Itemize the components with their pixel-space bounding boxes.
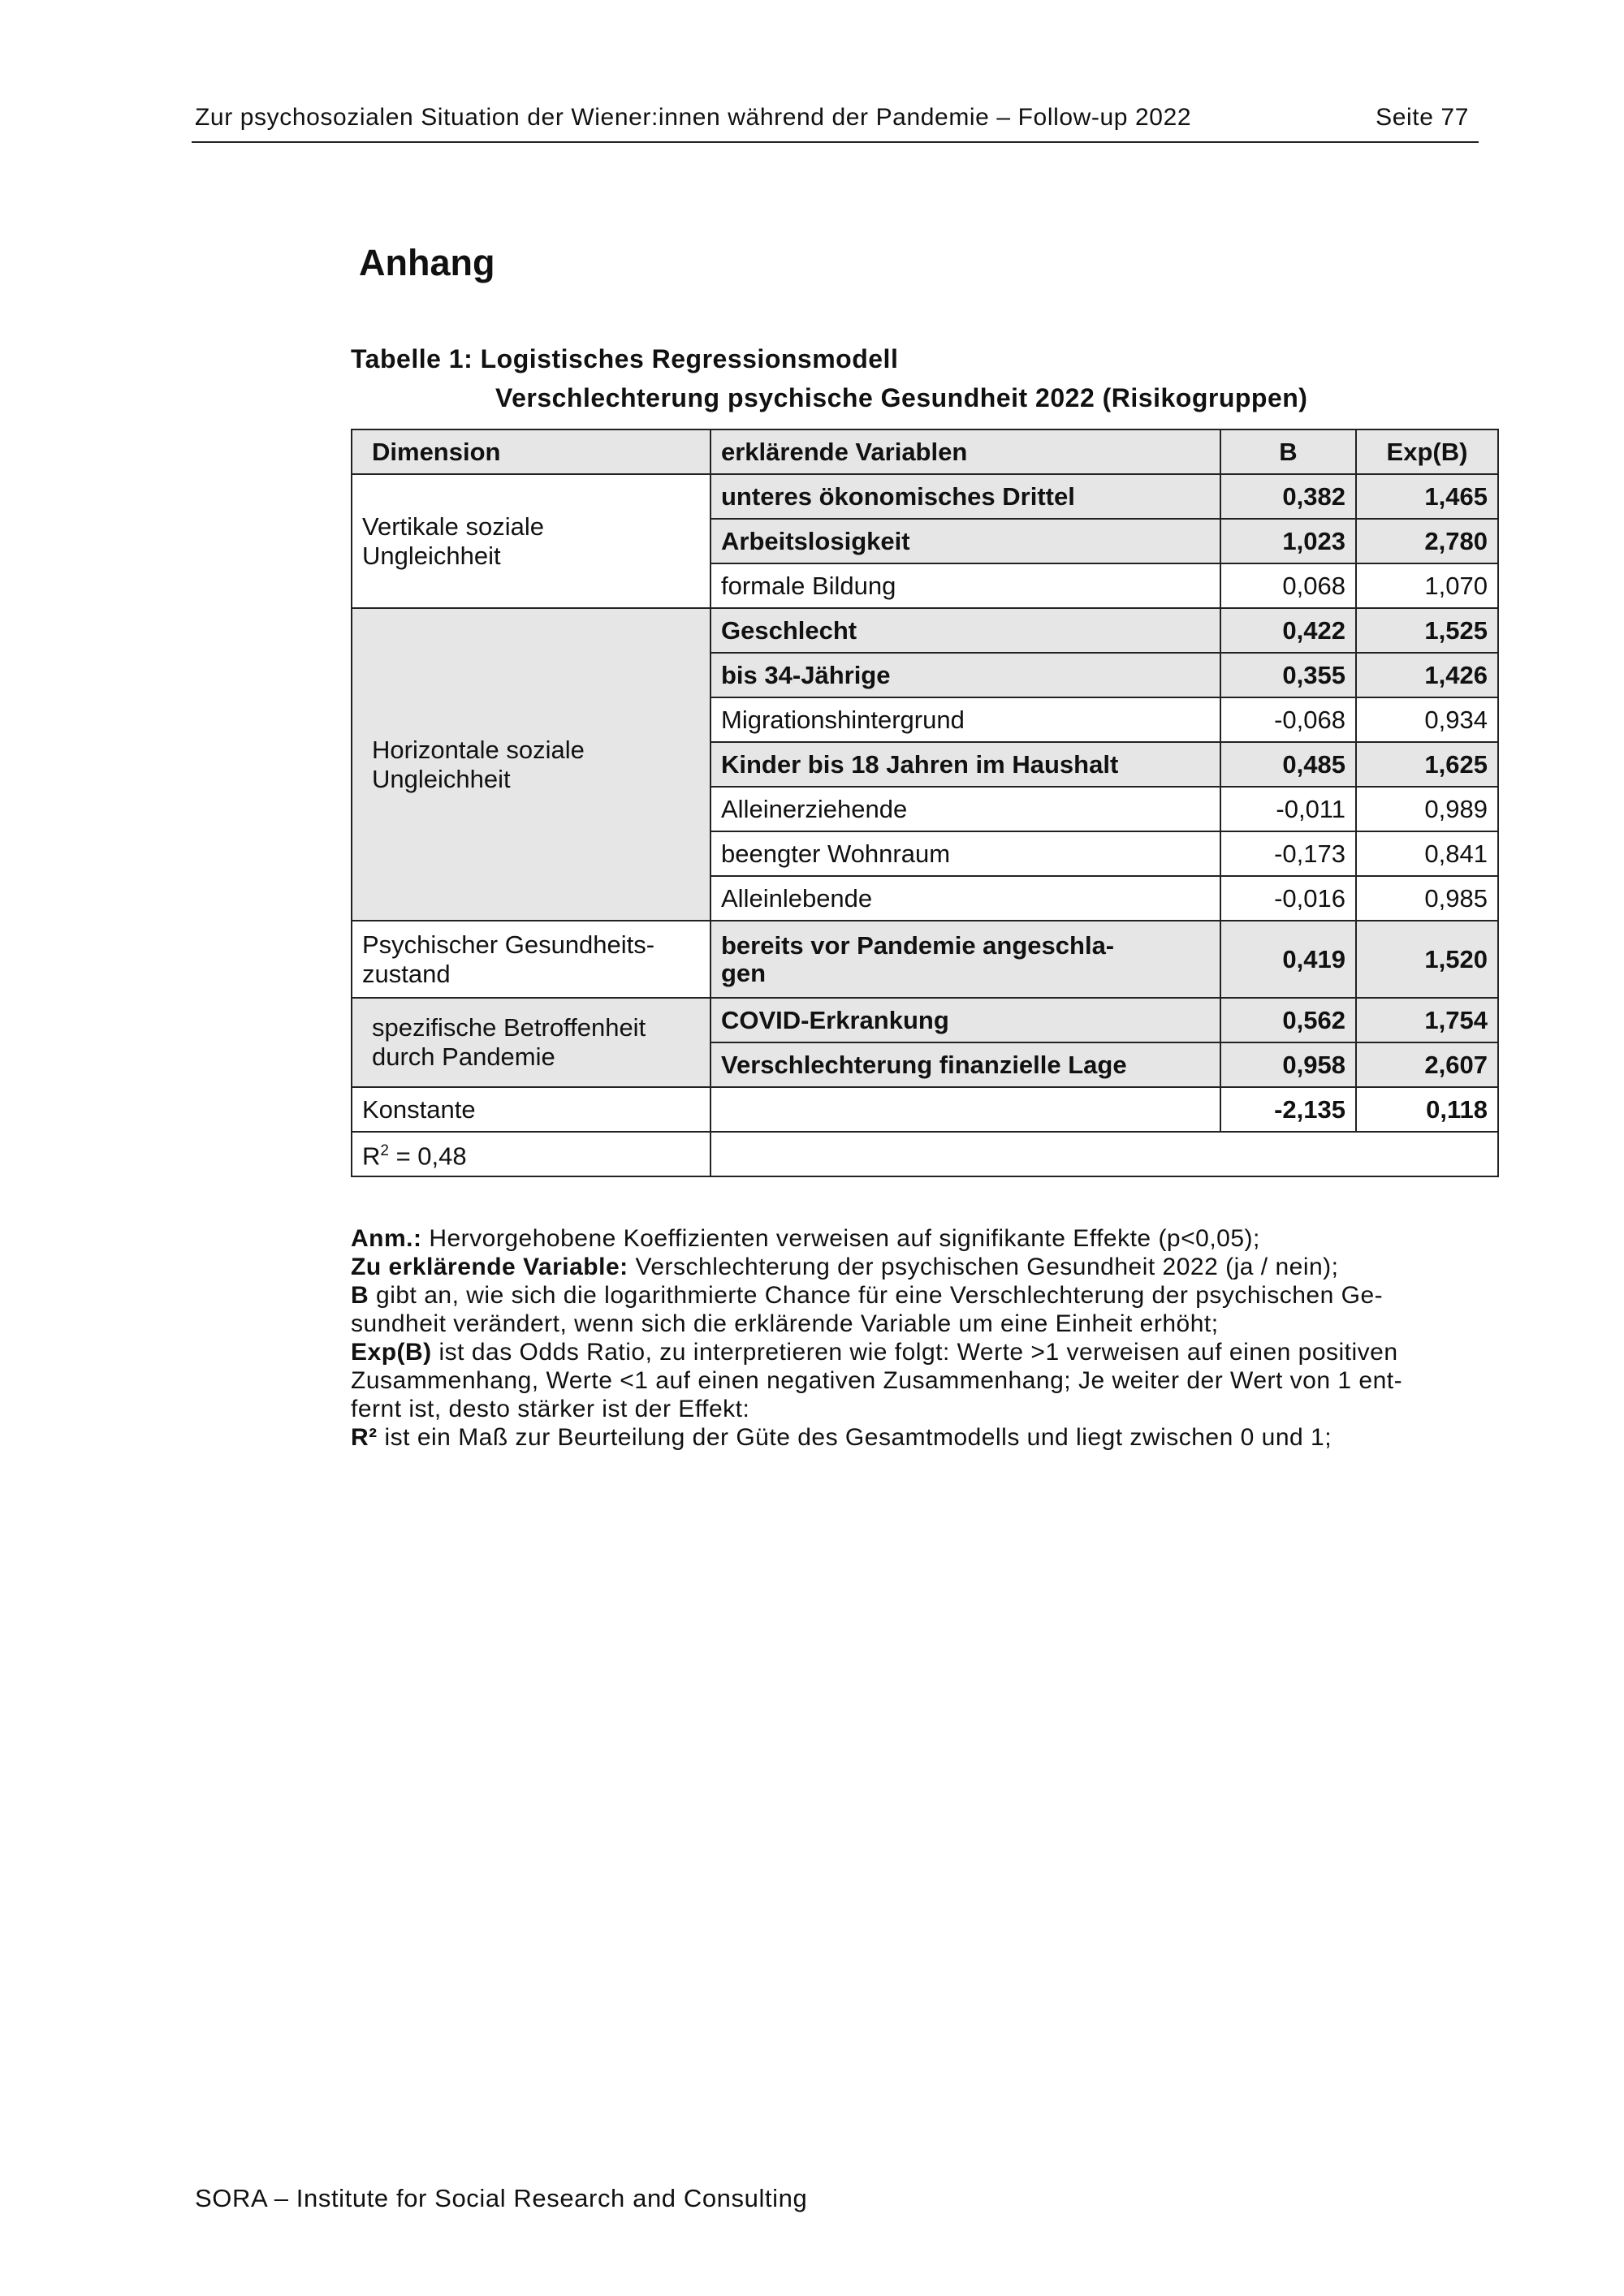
expb-cell: 1,070 [1356, 563, 1498, 608]
b-cell: -0,011 [1220, 787, 1356, 831]
header-b: B [1220, 429, 1356, 474]
dimension-cell [352, 998, 710, 1087]
expb-cell: 1,754 [1356, 998, 1498, 1042]
header-expb: Exp(B) [1356, 429, 1498, 474]
dimension-label: Ungleichheit [372, 764, 511, 793]
caption-line-2: Verschlechterung psychische Gesundheit 2022 (Risikogruppen) [495, 383, 1308, 412]
note-label: R² [351, 1424, 378, 1451]
page-header [192, 102, 1479, 143]
page-footer: SORA – Institute for Social Research and Consulting [195, 2184, 808, 2212]
b-cell: 0,419 [1220, 921, 1356, 998]
dimension-cell [352, 474, 710, 608]
dimension-label: durch Pandemie [372, 1042, 555, 1071]
note-label: Exp(B) [351, 1339, 432, 1366]
note-line [351, 1281, 1488, 1310]
r2-value: = 0,48 [388, 1142, 467, 1171]
variable-cell: Alleinlebende [710, 876, 1220, 921]
table-row [352, 608, 1498, 653]
variable-cell: formale Bildung [710, 563, 1220, 608]
expb-cell: 0,118 [1356, 1087, 1498, 1132]
header-title: Zur psychosozialen Situation der Wiener:innen während der Pandemie – Follow-up 2022 [195, 104, 1192, 131]
table-row [352, 474, 1498, 519]
expb-cell: 1,465 [1356, 474, 1498, 519]
note-line [351, 1253, 1488, 1281]
b-cell: -0,173 [1220, 831, 1356, 876]
variable-cell: Kinder bis 18 Jahren im Haushalt [710, 742, 1220, 787]
b-cell: 0,355 [1220, 653, 1356, 697]
b-cell: -0,016 [1220, 876, 1356, 921]
note-line [351, 1423, 1488, 1452]
expb-cell: 1,525 [1356, 608, 1498, 653]
variable-cell: Verschlechterung finanzielle Lage [710, 1042, 1220, 1087]
variable-cell [710, 1087, 1220, 1132]
table-caption [351, 339, 1307, 417]
note-line: sundheit verändert, wenn sich die erklärende Variable um eine Einheit erhöht; [351, 1310, 1219, 1337]
b-cell: 0,485 [1220, 742, 1356, 787]
dimension-label: zustand [362, 959, 451, 988]
note-line: fernt ist, desto stärker ist der Effekt: [351, 1396, 750, 1422]
note-line: Zusammenhang, Werte <1 auf einen negativen Zusammenhang; Je weiter der Wert von 1 ent- [351, 1367, 1403, 1394]
note-text: Hervorgehobene Koeffizienten verweisen auf signifikante Effekte (p<0,05); [421, 1225, 1260, 1252]
note-text: gibt an, wie sich die logarithmierte Chance für eine Verschlechterung der psychischen Ge- [369, 1282, 1384, 1309]
variable-cell: Migrationshintergrund [710, 697, 1220, 742]
note-text: ist das Odds Ratio, zu interpretieren wie folgt: Werte >1 verweisen auf einen positiven [431, 1339, 1398, 1366]
b-cell: -2,135 [1220, 1087, 1356, 1132]
dimension-cell [352, 608, 710, 921]
b-cell: 1,023 [1220, 519, 1356, 563]
header-variables: erklärende Variablen [710, 429, 1220, 474]
note-label: B [351, 1282, 369, 1309]
dimension-label: Vertikale soziale [362, 511, 545, 541]
note-text: Verschlechterung der psychischen Gesundheit 2022 (ja / nein); [628, 1254, 1339, 1280]
table-header-row [352, 429, 1498, 474]
expb-cell: 1,625 [1356, 742, 1498, 787]
regression-table [351, 429, 1499, 1177]
b-cell: 0,958 [1220, 1042, 1356, 1087]
variable-cell: unteres ökonomisches Drittel [710, 474, 1220, 519]
variable-line: gen [721, 958, 767, 987]
dimension-cell [352, 921, 710, 998]
variable-cell: Arbeitslosigkeit [710, 519, 1220, 563]
variable-cell: COVID-Erkrankung [710, 998, 1220, 1042]
note-text: ist ein Maß zur Beurteilung der Güte des Gesamtmodells und liegt zwischen 0 und 1; [377, 1424, 1332, 1451]
variable-cell [710, 921, 1220, 998]
variable-cell: bis 34-Jährige [710, 653, 1220, 697]
dimension-label: spezifische Betroffenheit [372, 1013, 646, 1042]
table-notes [351, 1224, 1488, 1452]
r2-row [352, 1132, 1498, 1176]
note-label: Zu erklärende Variable: [351, 1254, 628, 1280]
b-cell: 0,382 [1220, 474, 1356, 519]
expb-cell: 1,520 [1356, 921, 1498, 998]
note-label: Anm.: [351, 1225, 422, 1252]
constant-label: Konstante [352, 1087, 710, 1132]
r2-label: R [362, 1142, 381, 1171]
header-dimension: Dimension [352, 429, 710, 474]
b-cell: -0,068 [1220, 697, 1356, 742]
dimension-label: Horizontale soziale [372, 735, 585, 764]
dimension-label: Psychischer Gesundheits- [362, 930, 655, 959]
dimension-label: Ungleichheit [362, 541, 501, 570]
note-line [351, 1224, 1488, 1253]
variable-cell: Alleinerziehende [710, 787, 1220, 831]
variable-cell: beengter Wohnraum [710, 831, 1220, 876]
section-title: Anhang [359, 242, 495, 283]
b-cell: 0,562 [1220, 998, 1356, 1042]
expb-cell: 2,607 [1356, 1042, 1498, 1087]
b-cell: 0,068 [1220, 563, 1356, 608]
variable-line: bereits vor Pandemie angeschla- [721, 930, 1115, 960]
expb-cell: 2,780 [1356, 519, 1498, 563]
table-row [352, 921, 1498, 998]
empty-cell [710, 1132, 1498, 1176]
page-number: Seite 77 [1376, 104, 1469, 131]
expb-cell: 1,426 [1356, 653, 1498, 697]
expb-cell: 0,934 [1356, 697, 1498, 742]
constant-row [352, 1087, 1498, 1132]
caption-line-1: Tabelle 1: Logistisches Regressionsmodell [351, 344, 899, 373]
b-cell: 0,422 [1220, 608, 1356, 653]
note-line [351, 1338, 1488, 1366]
r2-cell [352, 1132, 710, 1176]
expb-cell: 0,841 [1356, 831, 1498, 876]
variable-cell: Geschlecht [710, 608, 1220, 653]
expb-cell: 0,985 [1356, 876, 1498, 921]
table-row [352, 998, 1498, 1042]
r2-superscript: 2 [380, 1142, 389, 1160]
expb-cell: 0,989 [1356, 787, 1498, 831]
